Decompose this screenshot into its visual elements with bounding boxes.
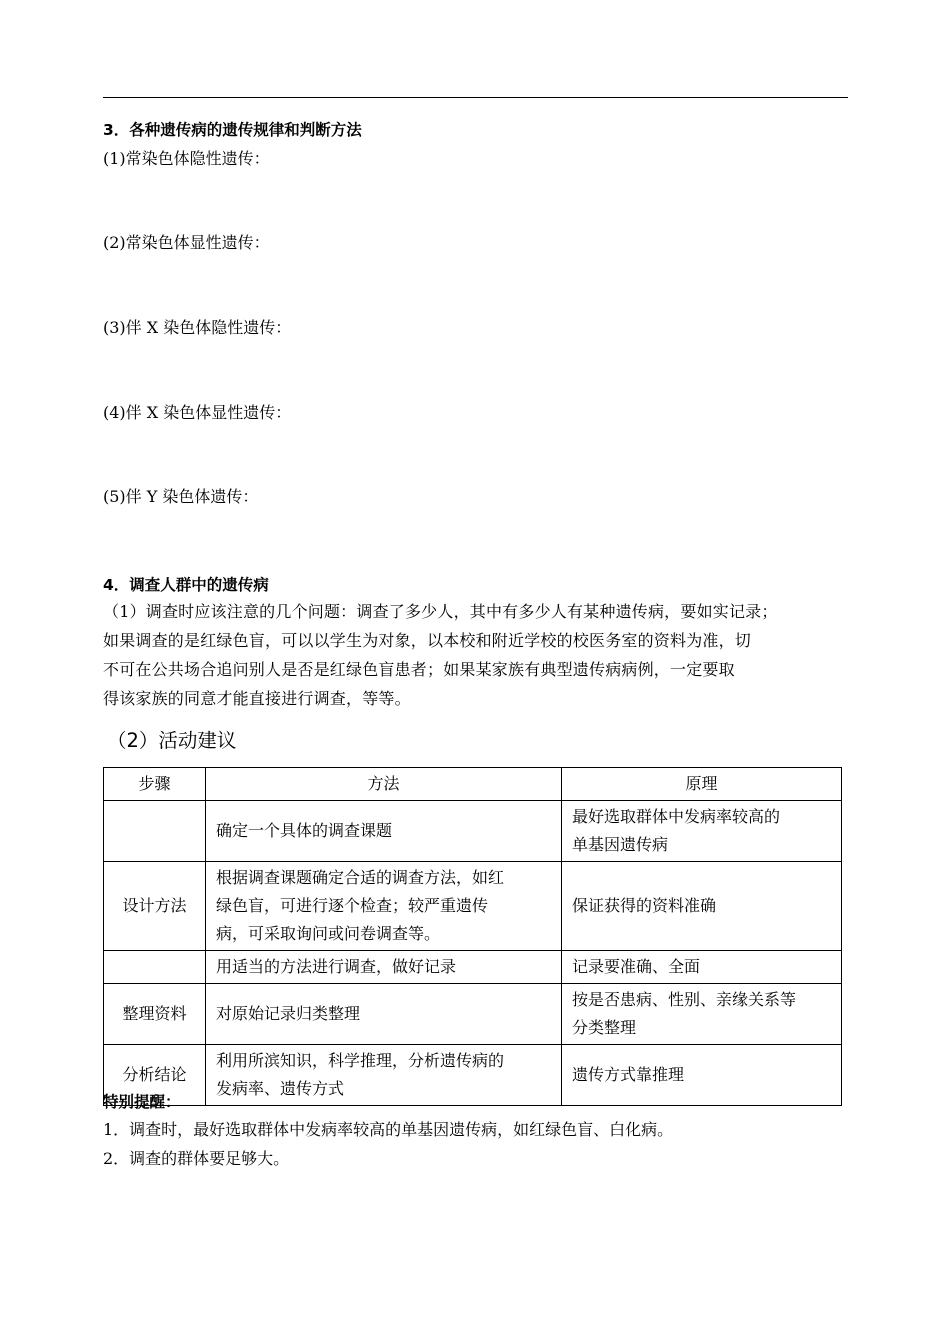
table-row	[104, 951, 842, 984]
header-method: 方法	[206, 768, 562, 801]
section-3-title: 3．各种遗传病的遗传规律和判断方法	[103, 121, 362, 139]
cell-line: 发病率、遗传方式	[216, 1079, 345, 1098]
cell-line: 对原始记录归类整理	[216, 1004, 361, 1023]
section-3-item-2: (2)常染色体显性遗传：	[103, 233, 270, 252]
method-cell	[206, 951, 562, 984]
principle-cell	[562, 801, 842, 862]
cell-line: 用适当的方法进行调查，做好记录	[216, 957, 457, 976]
table-header-row	[104, 768, 842, 801]
method-cell	[206, 862, 562, 951]
step-cell: 整理资料	[104, 984, 206, 1045]
cell-line: 遗传方式靠推理	[572, 1065, 685, 1084]
section-3-item-4: (4)伴 X 染色体显性遗传：	[103, 403, 292, 422]
table-row	[104, 862, 842, 951]
cell-line: 根据调查课题确定合适的调查方法，如红	[216, 868, 505, 887]
principle-cell	[562, 862, 842, 951]
cell-line: 单基因遗传病	[572, 835, 669, 854]
paragraph-line: 如果调查的是红绿色盲，可以以学生为对象，以本校和附近学校的校医务室的资料为准，切	[103, 631, 752, 650]
paragraph-line: 不可在公共场合追问别人是否是红绿色盲患者；如果某家族有典型遗传病病例，一定要取	[103, 660, 735, 679]
cell-line: 按是否患病、性别、亲缘关系等	[572, 990, 797, 1009]
cell-line: 绿色盲，可进行逐个检查；较严重遗传	[216, 896, 489, 915]
cell-line: 最好选取群体中发病率较高的	[572, 807, 781, 826]
step-cell: 设计方法	[104, 862, 206, 951]
cell-line: 分类整理	[572, 1018, 637, 1037]
activity-subhead: （2）活动建议	[107, 729, 237, 752]
cell-line: 利用所滨知识，科学推理，分析遗传病的	[216, 1051, 505, 1070]
reminder-item-1: 1．调查时，最好选取群体中发病率较高的单基因遗传病，如红绿色盲、白化病。	[103, 1120, 674, 1139]
table-row	[104, 984, 842, 1045]
header-principle: 原理	[562, 768, 842, 801]
section-4-paragraph	[103, 597, 851, 713]
principle-cell	[562, 984, 842, 1045]
table-row	[104, 801, 842, 862]
paragraph-line: （1）调查时应该注意的几个问题：调查了多少人，其中有多少人有某种遗传病，要如实记录；	[103, 602, 778, 621]
cell-line: 病，可采取询问或问卷调查等。	[216, 924, 441, 943]
reminder-item-2: 2．调查的群体要足够大。	[103, 1149, 290, 1168]
step-cell: 分析结论	[104, 1045, 206, 1106]
method-cell	[206, 984, 562, 1045]
header-rule	[103, 97, 848, 98]
paragraph-line: 得该家族的同意才能直接进行调查，等等。	[103, 689, 411, 708]
step-cell	[104, 801, 206, 862]
principle-cell	[562, 951, 842, 984]
survey-activity-table	[103, 767, 842, 1106]
section-3-item-5: (5)伴 Y 染色体遗传：	[103, 487, 259, 506]
method-cell	[206, 801, 562, 862]
table-row	[104, 1045, 842, 1106]
section-3-item-1: (1)常染色体隐性遗传：	[103, 149, 270, 168]
cell-line: 记录要准确、全面	[572, 957, 701, 976]
section-3-item-3: (3)伴 X 染色体隐性遗传：	[103, 318, 292, 337]
header-step: 步骤	[104, 768, 206, 801]
reminder-title: 特别提醒：	[103, 1093, 181, 1111]
section-4-title: 4．调查人群中的遗传病	[103, 576, 269, 594]
cell-line: 确定一个具体的调查课题	[216, 821, 393, 840]
method-cell	[206, 1045, 562, 1106]
cell-line: 保证获得的资料准确	[572, 896, 717, 915]
step-cell	[104, 951, 206, 984]
principle-cell	[562, 1045, 842, 1106]
